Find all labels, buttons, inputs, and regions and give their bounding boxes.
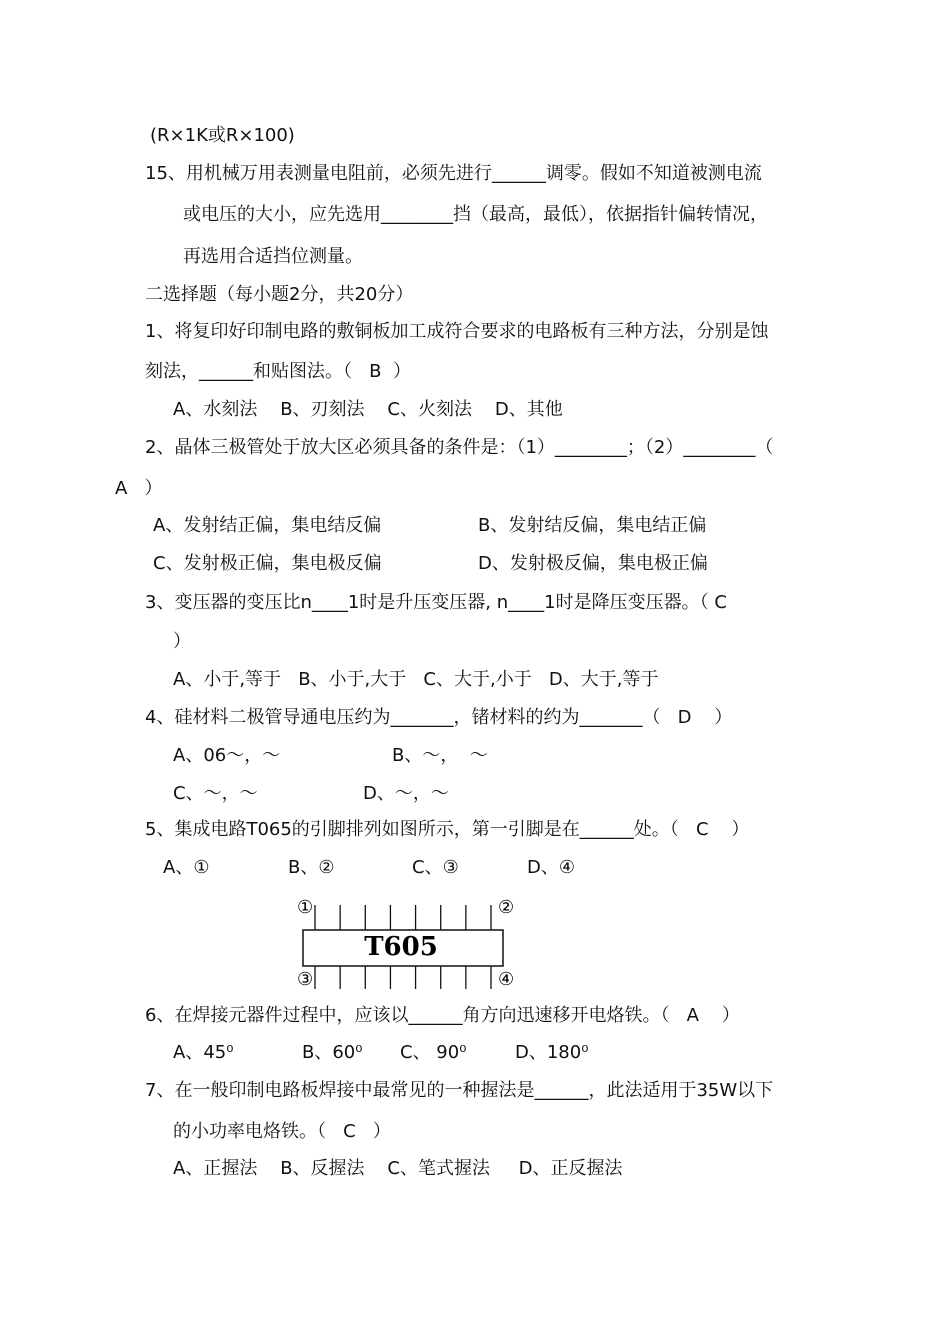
pin-2-marker: ②: [498, 897, 515, 918]
mc6-option-c: C、 90⁰: [400, 1042, 467, 1063]
mc5-option-b: B、②: [288, 857, 335, 878]
q15-line3: 再选用合适挡位测量。: [183, 246, 363, 267]
mc5-option-c: C、③: [412, 857, 459, 878]
mc6-option-d: D、180⁰: [515, 1042, 589, 1063]
q15-line2: 或电压的大小，应先选用________挡（最高，最低），依据指针偏转情况，: [183, 204, 768, 225]
mc5-line1: 5、集成电路T065的引脚排列如图所示，第一引脚是在______处。（ C ）: [145, 819, 750, 840]
mc6-line1: 6、在焊接元器件过程中，应该以______角方向迅速移开电烙铁。（ A ）: [145, 1005, 740, 1026]
mc7-options: A、正握法 B、反握法 C、笔式握法 D、正反握法: [173, 1158, 623, 1179]
mc1-options: A、水刻法 B、刃刻法 C、火刻法 D、其他: [173, 399, 563, 420]
mc2-option-d: D、发射极反偏，集电极正偏: [478, 553, 708, 574]
section-heading: 二选择题（每小题2分，共20分）: [145, 284, 414, 305]
bottom-pin-row: [315, 966, 491, 989]
line-r-range: (R×1K或R×100): [150, 125, 295, 146]
mc2-option-a: A、发射结正偏，集电结反偏: [153, 515, 382, 536]
pin-3-marker: ③: [297, 969, 314, 990]
ic-pinout-diagram: [295, 893, 525, 993]
mc1-line2: 刻法，______和贴图法。（ B ）: [145, 361, 411, 382]
mc2-option-c: C、发射极正偏，集电极反偏: [153, 553, 382, 574]
mc5-option-d: D、④: [527, 857, 575, 878]
q15-line1: 15、用机械万用表测量电阻前，必须先进行______调零。假如不知道被测电流: [145, 163, 762, 184]
pin-1-marker: ①: [297, 897, 314, 918]
mc4-line1: 4、硅材料二极管导通电压约为_______，锗材料的约为_______（ D ）: [145, 707, 733, 728]
mc3-options: A、小于,等于 B、小于,大于 C、大于,小于 D、大于,等于: [173, 669, 659, 690]
mc4-option-b: B、～， ～: [392, 745, 488, 766]
mc4-option-d: D、～，～: [363, 783, 449, 804]
mc6-option-b: B、60⁰: [302, 1042, 363, 1063]
mc2-line2: A ）: [115, 478, 163, 499]
mc6-option-a: A、45⁰: [173, 1042, 234, 1063]
mc3-line1: 3、变压器的变压比n____1时是升压变压器, n____1时是降压变压器。（ C: [145, 592, 727, 613]
mc1-line1: 1、将复印好印制电路的敷铜板加工成符合要求的电路板有三种方法，分别是蚀: [145, 321, 769, 342]
pin-4-marker: ④: [498, 969, 515, 990]
mc3-line2: ）: [173, 631, 191, 652]
mc4-option-c: C、～，～: [173, 783, 258, 804]
mc7-line1: 7、在一般印制电路板焊接中最常见的一种握法是______，此法适用于35W以下: [145, 1080, 774, 1101]
mc4-option-a: A、06～，～: [173, 745, 281, 766]
mc2-line1: 2、晶体三极管处于放大区必须具备的条件是：（1）________；（2）________（: [145, 437, 774, 458]
mc5-option-a: A、①: [163, 857, 210, 878]
mc2-option-b: B、发射结反偏，集电结正偏: [478, 515, 707, 536]
ic-label: T605: [364, 932, 438, 962]
mc7-line2: 的小功率电烙铁。（ C ）: [173, 1121, 391, 1142]
top-pin-row: [315, 905, 491, 930]
